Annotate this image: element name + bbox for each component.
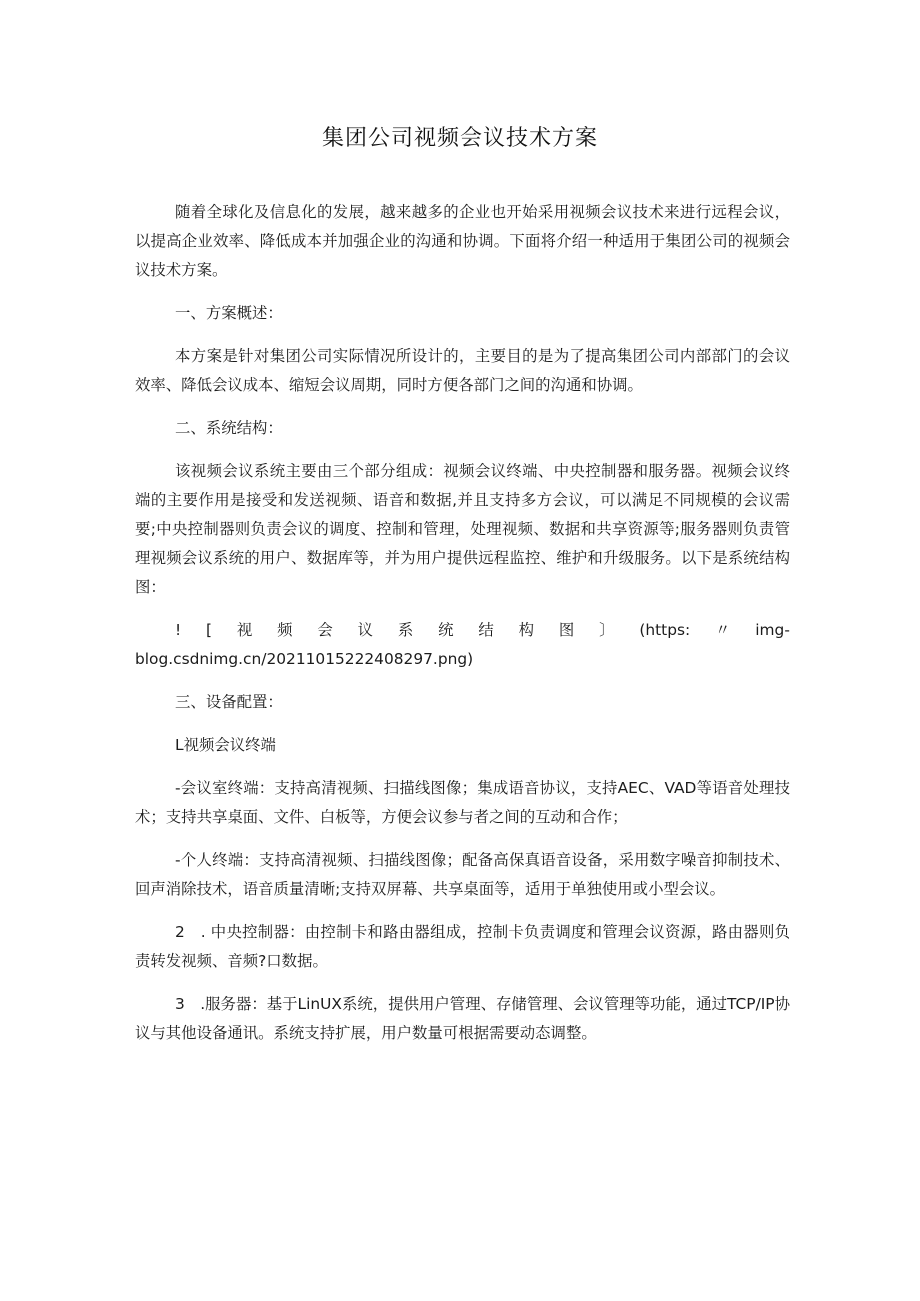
document-body xyxy=(135,198,790,1048)
image-link-char: img- xyxy=(755,621,790,639)
item-3-server: 3 .服务器：基于LinUX系统，提供用户管理、存储管理、会议管理等功能，通过TCP/IP协议与其他设备通讯。系统支持扩展，用户数量可根据需要动态调整。 xyxy=(135,995,790,1042)
image-link-char: 图 xyxy=(558,621,575,639)
image-link-char: 〕 xyxy=(599,621,615,639)
image-link-char: ! xyxy=(175,621,182,639)
image-link-char: 统 xyxy=(438,621,454,639)
item-1-personal-terminal: -个人终端：支持高清视频、扫描线图像；配备高保真语音设备，采用数字噪音抑制技术、回声消除技术，语音质量清晰;支持双屏幕、共享桌面等，适用于单独使用或小型会议。 xyxy=(135,851,790,898)
image-link-char: 〃 xyxy=(715,621,731,639)
image-link-url: blog.csdnimg.cn/20211015222408297.png) xyxy=(135,650,474,668)
image-link-line xyxy=(135,616,790,645)
section-3-heading: 三、设备配置： xyxy=(175,693,283,711)
item-1-heading: L视频会议终端 xyxy=(175,736,276,754)
section-2-paragraph: 该视频会议系统主要由三个部分组成：视频会议终端、中央控制器和服务器。视频会议终端的主要作用是接受和发送视频、语音和数据,并且支持多方会议，可以满足不同规模的会议需要;中央控制器则负责会议的调度、控制和管理，处理视频、数据和共享资源等;服务器则负责管理视频会议系统的用户、数据库等，并为用户提供远程监控、维护和升级服务。以下是系统结构图： xyxy=(135,462,790,596)
intro-paragraph: 随着全球化及信息化的发展，越来越多的企业也开始采用视频会议技术来进行远程会议，以提高企业效率、降低成本并加强企业的沟通和协调。下面将介绍一种适用于集团公司的视频会议技术方案。 xyxy=(135,203,790,279)
image-link-char: 视 xyxy=(236,621,253,639)
image-link-char: (https: xyxy=(639,621,691,639)
item-2-central-controller: 2 . 中央控制器：由控制卡和路由器组成，控制卡负责调度和管理会议资源，路由器则负责转发视频、音频?口数据。 xyxy=(135,923,790,970)
image-link-char: 会 xyxy=(317,621,333,639)
section-2-heading: 二、系统结构： xyxy=(175,419,283,437)
image-link-char: [ xyxy=(206,621,213,639)
section-1-paragraph: 本方案是针对集团公司实际情况所设计的，主要目的是为了提高集团公司内部部门的会议效率、降低会议成本、缩短会议周期，同时方便各部门之间的沟通和协调。 xyxy=(135,347,790,394)
section-1-heading: 一、方案概述： xyxy=(175,304,283,322)
document-title: 集团公司视频会议技术方案 xyxy=(321,126,598,151)
image-link-char: 结 xyxy=(478,621,494,639)
image-link-char: 系 xyxy=(397,621,414,639)
image-link-char: 议 xyxy=(357,621,374,639)
image-link-char: 频 xyxy=(277,621,293,639)
item-1-room-terminal: -会议室终端：支持高清视频、扫描线图像；集成语音协议，支持AEC、VAD等语音处理技术；支持共享桌面、文件、白板等，方便会议参与者之间的互动和合作； xyxy=(135,779,790,826)
image-link-char: 构 xyxy=(518,621,535,639)
